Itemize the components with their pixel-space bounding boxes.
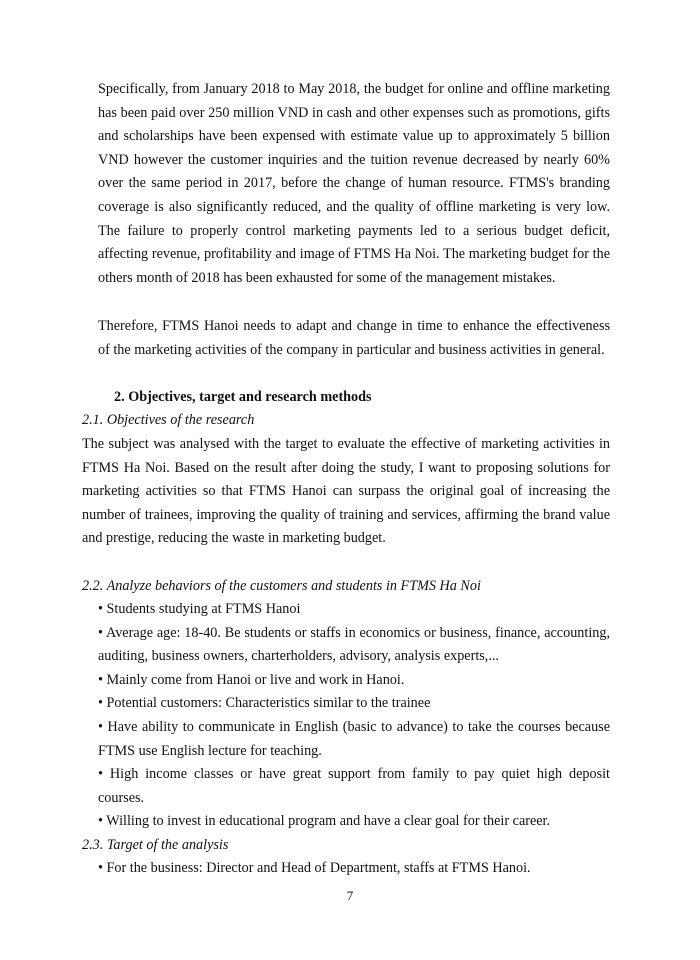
- customer-bullet-list: [98, 598, 610, 834]
- page-number: 7: [346, 888, 354, 903]
- list-item: • Have ability to communicate in English (basic to advance) to take the courses because FTMS use English lecture for teaching.: [98, 718, 610, 759]
- paragraph-objectives: The subject was analysed with the target to evaluate the effective of marketing activities in FTMS Ha Noi. Based on the result after doing the study, I want to proposing solutions for marketing activities so that FTMS Hanoi can surpass the original goal of increasing the number of trainees, improving the quality of training and services, affirming the brand value and prestige, reducing the waste in marketing budget.: [82, 436, 610, 547]
- list-item: • Students studying at FTMS Hanoi: [98, 601, 301, 617]
- paragraph-therefore: Therefore, FTMS Hanoi needs to adapt and change in time to enhance the effectiveness of the marketing activities of the company in particular and business activities in general.: [98, 318, 610, 358]
- subsection-heading-2-1: 2.1. Objectives of the research: [82, 412, 255, 428]
- list-item: • Average age: 18-40. Be students or staffs in economics or business, finance, accounting, auditing, business owners, charterholders, advisory, analysis experts,...: [98, 624, 610, 665]
- paragraph-budget: Specifically, from January 2018 to May 2018, the budget for online and offline marketing has been paid over 250 million VND in cash and other expenses such as promotions, gifts and scholarships have been expensed with estimate value up to approximately 5 billion VND however the customer inquiries and the tuition revenue decreased by nearly 60% over the same period in 2017, before the change of human resource. FTMS's branding coverage is also significantly reduced, and the quality of offline marketing is very low. The failure to properly control marketing payments led to a serious budget deficit, affecting revenue, profitability and image of FTMS Ha Noi. The marketing budget for the others month of 2018 has been exhausted for some of the management mistakes.: [98, 81, 610, 286]
- list-item: • High income classes or have great support from family to pay quiet high deposit courses.: [98, 766, 610, 806]
- section-heading-2: 2. Objectives, target and research methods: [114, 389, 372, 405]
- subsection-heading-2-2: 2.2. Analyze behaviors of the customers and students in FTMS Ha Noi: [82, 578, 481, 594]
- list-item: • Mainly come from Hanoi or live and work in Hanoi.: [98, 671, 405, 688]
- subsection-heading-2-3: 2.3. Target of the analysis: [82, 837, 229, 853]
- list-item: • Potential customers: Characteristics similar to the trainee: [98, 695, 431, 712]
- list-item: • For the business: Director and Head of Department, staffs at FTMS Hanoi.: [98, 860, 531, 876]
- list-item: • Willing to invest in educational program and have a clear goal for their career.: [98, 813, 551, 830]
